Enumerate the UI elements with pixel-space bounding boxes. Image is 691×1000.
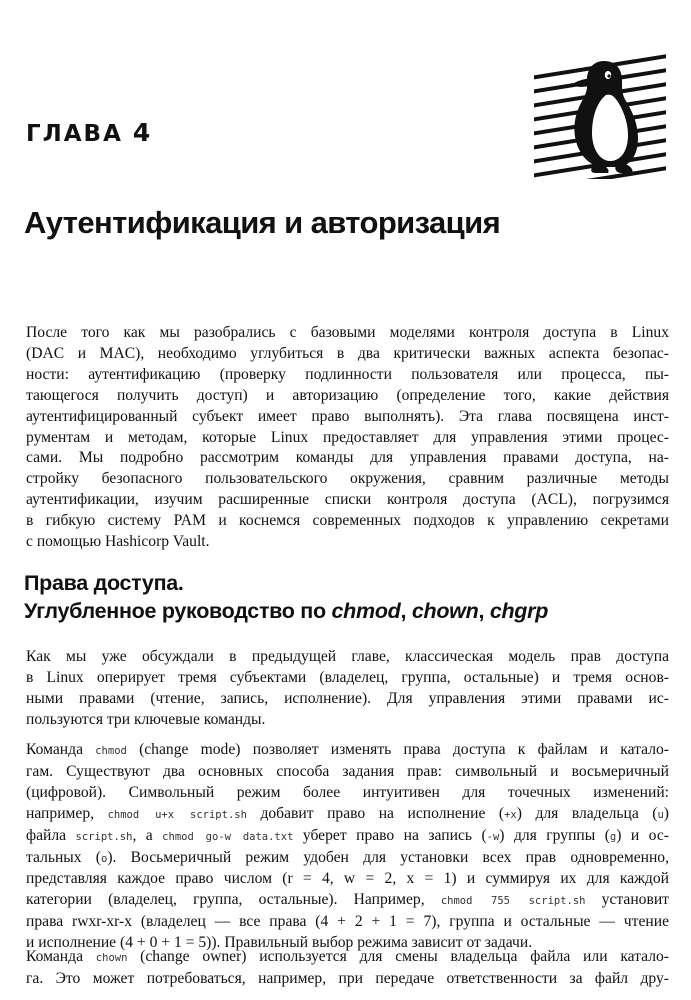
text-line: Команда chmod (change mode) позволяет изменять права доступа к файлам и катало- (26, 741, 670, 758)
text-line: га. Это может потребоваться, например, при передаче ответственности за файл дру- (26, 969, 669, 987)
paragraph-permissions-model (26, 647, 669, 731)
inline-code: o (101, 852, 108, 865)
text-line: с помощью Hashicorp Vault. (26, 533, 210, 551)
command-chmod: chmod (331, 599, 401, 623)
text-line: и исполнение (4 + 0 + 1 = 5)). Правильный выбор режима зависит от задачи. (26, 934, 533, 952)
text-line: (DAC и MAC), необходимо углубиться в два критически важных аспекта безопас- (26, 344, 669, 362)
paragraph-chmod (26, 740, 669, 954)
separator: , (478, 599, 490, 623)
text-line: файла script.sh, а chmod go-w data.txt уберет право на запись (-w) для группы (g) и ос- (26, 826, 669, 844)
text-line: ности: аутентификацию (проверку подлинности пользователя или процесса, пы- (26, 365, 669, 383)
text-line: рументам и методам, которые Linux предоставляет для управления этими процес- (26, 428, 669, 446)
paragraph-chown (26, 947, 669, 990)
inline-code: +x (504, 808, 517, 821)
section-heading (24, 569, 548, 625)
separator: , (400, 599, 412, 623)
text-line: в Linux оперирует тремя субъектами (владелец, группа, остальные) и тремя основ- (26, 668, 669, 686)
inline-code: u (657, 808, 664, 821)
chapter-title: Аутентификация и авторизация (24, 205, 501, 240)
text-line: Как мы уже обсуждали в предыдущей главе, классическая модель прав доступа (26, 648, 669, 665)
text-line: категории (владелец, группа, остальные). Например, chmod 755 script.sh установит (26, 891, 669, 909)
chapter-label-text: ГЛАВА (26, 121, 123, 147)
section-heading-line1: Права доступа. (24, 571, 184, 595)
section-heading-prefix: Углубленное руководство по (24, 599, 332, 623)
text-line: тающегося получить доступ) и авторизацию (определение того, какие действия (26, 386, 669, 404)
inline-code: g (609, 830, 617, 843)
text-line: тальных (o). Восьмеричный режим удобен для установки всех прав одновременно, (26, 848, 669, 866)
text-line: стройку безопасного пользовательского окружения, сравним различные методы (26, 470, 669, 488)
inline-code: chmod (95, 745, 127, 757)
text-line: гам. Существуют два основных способа задания прав: символьный и восьмеричный (26, 762, 669, 780)
inline-code: chmod go-w data.txt (162, 830, 294, 843)
text-line: (цифровой). Символьный режим более интуитивен для точечных изменений: (26, 783, 669, 801)
intro-paragraph (26, 323, 669, 553)
inline-code: chmod u+x script.sh (107, 808, 247, 821)
text-line: Команда chown (change owner) используется для смены владельца файла или катало- (26, 948, 670, 965)
command-chown: chown (411, 599, 479, 623)
command-chgrp: chgrp (489, 599, 549, 623)
text-line: После того как мы разобрались с базовыми моделями контроля доступа в Linux (26, 324, 669, 341)
text-line: пользуются три ключевые команды. (26, 710, 266, 728)
inline-code: -w (486, 830, 500, 843)
section-heading-line2 (24, 597, 548, 625)
text-line: аутентификации, изучим расширенные списки контроля доступа (ACL), погрузимся (26, 491, 669, 509)
text-line: в гибкую систему PAM и коснемся современных подходов к управлению секретами (26, 512, 669, 530)
inline-code: chown (95, 952, 128, 964)
text-line: сами. Мы подробно рассмотрим команды для управления правами доступа, на- (26, 449, 669, 467)
text-line: права rwxr-xr-x (владелец — все права (4 + 2 + 1 = 7), группа и остальные — чтение (26, 913, 669, 931)
tux-penguin-logo (534, 49, 666, 179)
inline-code: chmod 755 script.sh (440, 895, 586, 908)
text-line: например, chmod u+x script.sh добавит право на исполнение (+x) для владельца (u) (26, 804, 669, 822)
chapter-label (26, 118, 150, 147)
text-line: аутентифицированный субъект имеет право выполнять). Эта глава посвящена инст- (26, 407, 669, 425)
chapter-number: 4 (132, 118, 151, 147)
text-line: представляя каждое право числом (r = 4, w = 2, x = 1) и суммируя их для каждой (26, 870, 669, 888)
text-line: ными правами (чтение, запись, исполнение). Для управления этими правами ис- (26, 689, 669, 707)
inline-code: script.sh (75, 830, 133, 843)
